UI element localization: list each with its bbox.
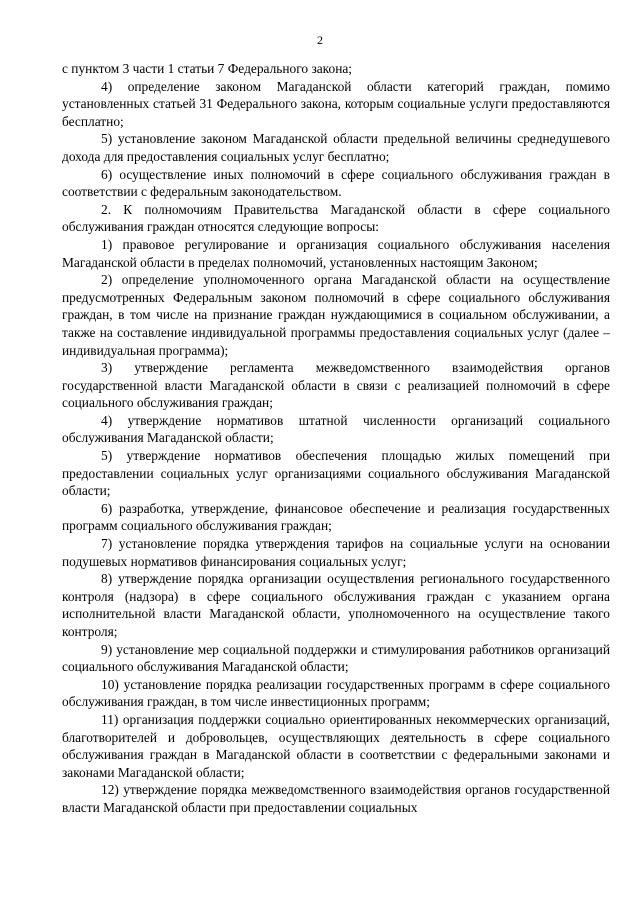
paragraph-item-2-10: 10) установление порядка реализации государственных программ в сфере социального обслуживания граждан, в том числе инвестиционных программ; [62,676,610,710]
paragraph-item-2-7: 7) установление порядка утверждения тарифов на социальные услуги на основании подушевых нормативов финансирования социальных услуг; [62,536,610,569]
paragraph-item-2-11: 11) организация поддержки социально ориентированных некоммерческих организаций, благотворителей и добровольцев, осуществляющих деятельность в сфере социального обслуживания граждан в Магаданской области в соответствии с федеральными законами и законами Магаданской области; [62,711,610,780]
paragraph-continuation: с пунктом 3 части 1 статьи 7 Федерального закона; [62,61,353,76]
paragraph-item-2-1: 1) правовое регулирование и организация социального обслуживания населения Магаданской области в пределах полномочий, установленных настоящим Законом; [62,236,610,270]
paragraph-item-2-9: 9) установление мер социальной поддержки и стимулирования работников организаций социального обслуживания Магаданской области; [62,641,610,675]
paragraph-item-2-12: 12) утверждение порядка межведомственного взаимодействия органов государственной власти Магаданской области при предоставлении социальных [62,782,610,815]
paragraph-item-2-4: 4) утверждение нормативов штатной численности организаций социального обслуживания Магаданской области; [62,412,610,446]
paragraph-section-2: 2. К полномочиям Правительства Магаданской области в сфере социального обслуживания граждан относятся следующие вопросы: [62,201,610,235]
paragraph-item-2-5: 5) утверждение нормативов обеспечения площадью жилых помещений при предоставлении социальных услуг организациями социального обслуживания Магаданской области; [62,448,610,499]
paragraph-item-1-5: 5) установление законом Магаданской области предельной величины среднедушевого дохода для предоставления социальных услуг бесплатно; [62,131,610,164]
paragraph-item-2-8: 8) утверждение порядка организации осуществления регионального государственного контроля (надзора) в сфере социального обслуживания граждан с указанием органа исполнительной власти Магаданской области, уполномоченного на осуществление такого контроля; [62,571,610,639]
paragraph-item-2-2: 2) определение уполномоченного органа Магаданской области на осуществление предусмотренных Федеральным законом полномочий в сфере социального обслуживания граждан, в том числе на признание граждан нуждающимися в социальном обслуживании, а также на составление индивидуальной программы предоставления социальных услуг (далее – индивидуальная программа); [62,272,610,358]
paragraph-item-1-6: 6) осуществление иных полномочий в сфере социального обслуживания граждан в соответствии с федеральным законодательством. [62,166,610,200]
page-number: 2 [317,33,323,47]
document-body [62,60,610,817]
paragraph-item-1-4: 4) определение законом Магаданской области категорий граждан, помимо установленных статьей 31 Федерального закона, которым социальные услуги предоставляются бесплатно; [62,78,610,129]
paragraph-item-2-3: 3) утверждение регламента межведомственного взаимодействия органов государственной власти Магаданской области в связи с реализацией полномочий в сфере социального обслуживания граждан; [62,360,610,411]
paragraph-item-2-6: 6) разработка, утверждение, финансовое обеспечение и реализация государственных программ социального обслуживания граждан; [62,500,610,534]
